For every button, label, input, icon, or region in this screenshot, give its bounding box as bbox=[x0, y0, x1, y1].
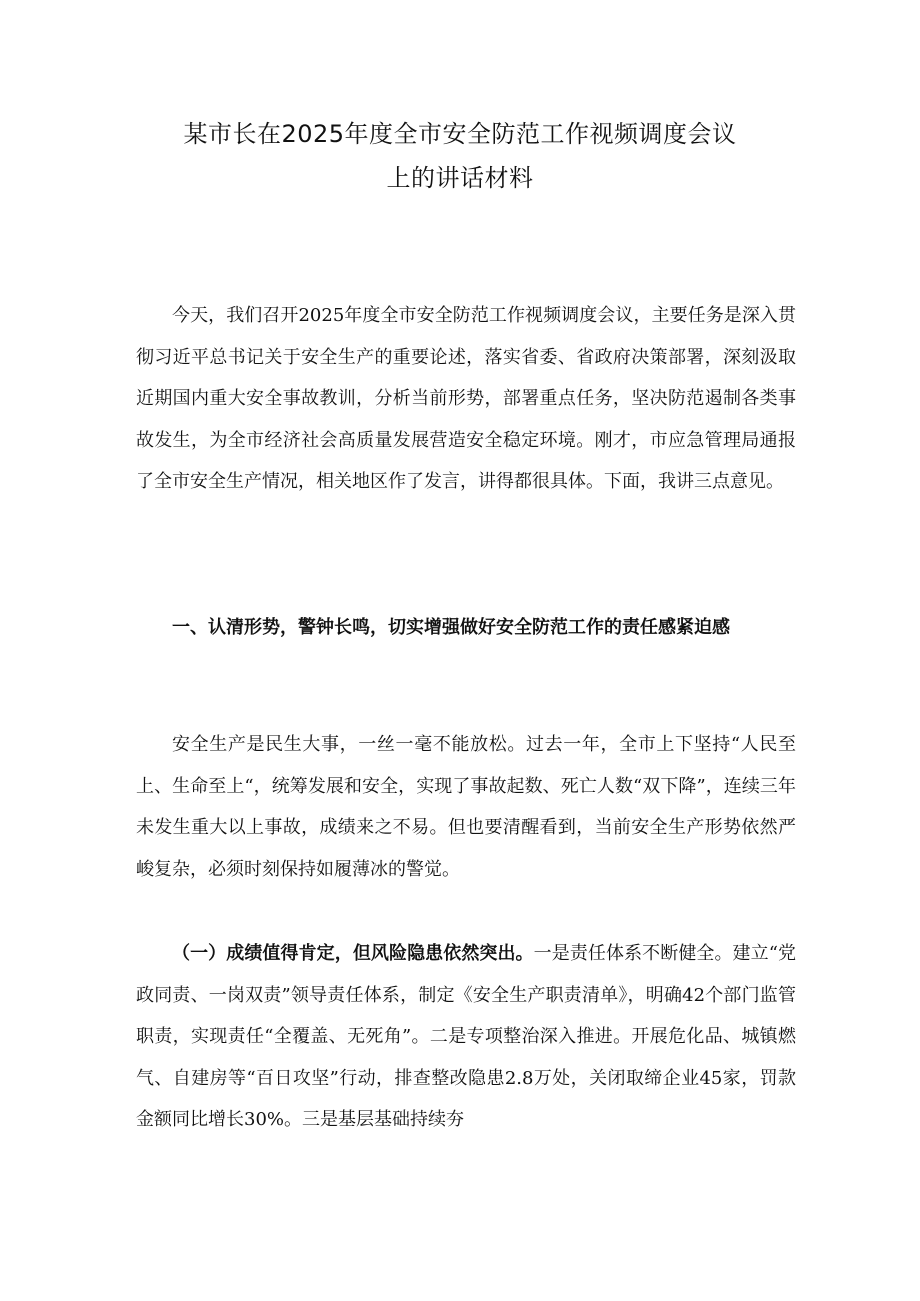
paragraph-achievements-text: 一是责任体系不断健全。建立“党政同责、一岗双责”领导责任体系，制定《安全生产职责清单》，明确42个部门监管职责，实现责任“全覆盖、无死角”。二是专项整治深入推进。开展危化品、城镇燃气、自建房等“百日攻坚”行动，排查整改隐患2.8万处，关闭取缔企业45家，罚款金额同比增长30%。三是基层基础持续夯 bbox=[136, 943, 797, 1131]
title-line-2: 上的讲话材料 bbox=[386, 164, 534, 192]
paragraph-achievements bbox=[136, 933, 796, 1141]
section-heading-1: 一、认清形势，警钟长鸣，切实增强做好安全防范工作的责任感紧迫感 bbox=[172, 617, 730, 638]
title-line-1: 某市长在2025年度全市安全防范工作视频调度会议 bbox=[183, 120, 737, 148]
intro-paragraph: 今天，我们召开2025年度全市安全防范工作视频调度会议，主要任务是深入贯彻习近平总书记关于安全生产的重要论述，落实省委、省政府决策部署，深刻汲取近期国内重大安全事故教训，分析当前形势，部署重点任务，坚决防范遏制各类事故发生，为全市经济社会高质量发展营造安全稳定环境。刚才，市应急管理局通报了全市安全生产情况，相关地区作了发言，讲得都很具体。下面，我讲三点意见。 bbox=[136, 305, 796, 493]
subheading-achievements: （一）成绩值得肯定，但风险隐患依然突出。 bbox=[172, 943, 534, 964]
paragraph-situation: 安全生产是民生大事，一丝一毫不能放松。过去一年，全市上下坚持“人民至上、生命至上“，统筹发展和安全，实现了事故起数、死亡人数“双下降”，连续三年未发生重大以上事故，成绩来之不易。但也要清醒看到，当前安全生产形势依然严峻复杂，必须时刻保持如履薄冰的警觉。 bbox=[136, 734, 796, 880]
document-title bbox=[120, 112, 800, 200]
